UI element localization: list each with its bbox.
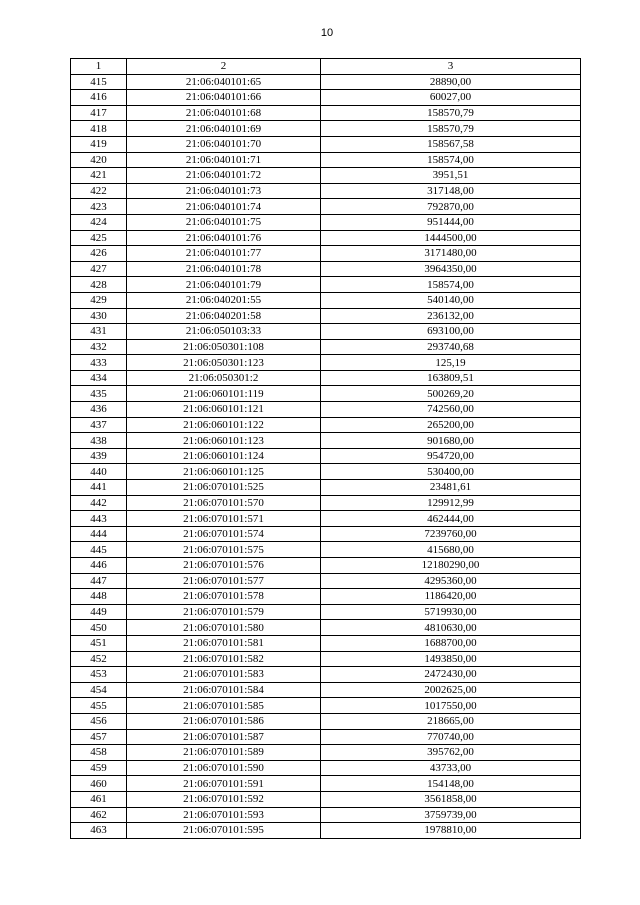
value-cell: 951444,00 <box>321 214 581 230</box>
table-row <box>71 651 581 667</box>
row-number-cell: 445 <box>71 542 127 558</box>
table-row <box>71 791 581 807</box>
table-row <box>71 277 581 293</box>
row-number-cell: 438 <box>71 433 127 449</box>
cadastral-number-cell: 21:06:040101:73 <box>127 183 321 199</box>
cadastral-number-cell: 21:06:040101:79 <box>127 277 321 293</box>
cadastral-number-cell: 21:06:070101:578 <box>127 589 321 605</box>
value-cell: 7239760,00 <box>321 526 581 542</box>
value-cell: 218665,00 <box>321 713 581 729</box>
value-cell: 3964350,00 <box>321 261 581 277</box>
cadastral-number-cell: 21:06:070101:593 <box>127 807 321 823</box>
row-number-cell: 433 <box>71 355 127 371</box>
cadastral-number-cell: 21:06:060101:125 <box>127 464 321 480</box>
value-cell: 163809,51 <box>321 370 581 386</box>
row-number-cell: 461 <box>71 791 127 807</box>
cadastral-number-cell: 21:06:040101:74 <box>127 199 321 215</box>
value-cell: 158570,79 <box>321 105 581 121</box>
value-cell: 954720,00 <box>321 448 581 464</box>
row-number-cell: 453 <box>71 667 127 683</box>
row-number-cell: 463 <box>71 823 127 839</box>
value-cell: 293740,68 <box>321 339 581 355</box>
cadastral-number-cell: 21:06:070101:576 <box>127 558 321 574</box>
value-cell: 43733,00 <box>321 760 581 776</box>
cadastral-number-cell: 21:06:040101:65 <box>127 74 321 90</box>
row-number-cell: 443 <box>71 511 127 527</box>
table-row <box>71 261 581 277</box>
row-number-cell: 456 <box>71 713 127 729</box>
row-number-cell: 426 <box>71 246 127 262</box>
row-number-cell: 437 <box>71 417 127 433</box>
cadastral-number-cell: 21:06:060101:121 <box>127 402 321 418</box>
table-row <box>71 324 581 340</box>
table-row <box>71 526 581 542</box>
cadastral-number-cell: 21:06:070101:589 <box>127 745 321 761</box>
row-number-cell: 444 <box>71 526 127 542</box>
table-row <box>71 682 581 698</box>
value-cell: 742560,00 <box>321 402 581 418</box>
column-header-number: 1 <box>71 59 127 75</box>
table-row <box>71 573 581 589</box>
cadastral-number-cell: 21:06:050103:33 <box>127 324 321 340</box>
cadastral-number-cell: 21:06:070101:571 <box>127 511 321 527</box>
cadastral-number-cell: 21:06:070101:584 <box>127 682 321 698</box>
table-row <box>71 667 581 683</box>
value-cell: 395762,00 <box>321 745 581 761</box>
cadastral-number-cell: 21:06:040101:76 <box>127 230 321 246</box>
value-cell: 265200,00 <box>321 417 581 433</box>
table-row <box>71 183 581 199</box>
table-row <box>71 729 581 745</box>
row-number-cell: 428 <box>71 277 127 293</box>
parcel-value-table <box>70 58 581 839</box>
table-row <box>71 589 581 605</box>
table-row <box>71 433 581 449</box>
row-number-cell: 454 <box>71 682 127 698</box>
value-cell: 415680,00 <box>321 542 581 558</box>
table-row <box>71 402 581 418</box>
value-cell: 540140,00 <box>321 292 581 308</box>
table-row <box>71 604 581 620</box>
value-cell: 3951,51 <box>321 168 581 184</box>
row-number-cell: 435 <box>71 386 127 402</box>
cadastral-number-cell: 21:06:040101:70 <box>127 136 321 152</box>
value-cell: 236132,00 <box>321 308 581 324</box>
table-row <box>71 464 581 480</box>
table-row <box>71 417 581 433</box>
value-cell: 60027,00 <box>321 90 581 106</box>
value-cell: 28890,00 <box>321 74 581 90</box>
value-cell: 792870,00 <box>321 199 581 215</box>
cadastral-number-cell: 21:06:040101:68 <box>127 105 321 121</box>
value-cell: 125,19 <box>321 355 581 371</box>
value-cell: 158567,58 <box>321 136 581 152</box>
value-cell: 2472430,00 <box>321 667 581 683</box>
cadastral-number-cell: 21:06:060101:119 <box>127 386 321 402</box>
row-number-cell: 429 <box>71 292 127 308</box>
cadastral-number-cell: 21:06:070101:592 <box>127 791 321 807</box>
table-row <box>71 136 581 152</box>
table-row <box>71 760 581 776</box>
value-cell: 1688700,00 <box>321 635 581 651</box>
cadastral-number-cell: 21:06:070101:574 <box>127 526 321 542</box>
value-cell: 12180290,00 <box>321 558 581 574</box>
table-row <box>71 152 581 168</box>
value-cell: 500269,20 <box>321 386 581 402</box>
table-row <box>71 90 581 106</box>
row-number-cell: 422 <box>71 183 127 199</box>
value-cell: 693100,00 <box>321 324 581 340</box>
row-number-cell: 427 <box>71 261 127 277</box>
row-number-cell: 420 <box>71 152 127 168</box>
table-row <box>71 386 581 402</box>
row-number-cell: 434 <box>71 370 127 386</box>
table-row <box>71 370 581 386</box>
table-row <box>71 713 581 729</box>
cadastral-number-cell: 21:06:070101:595 <box>127 823 321 839</box>
row-number-cell: 415 <box>71 74 127 90</box>
cadastral-number-cell: 21:06:070101:575 <box>127 542 321 558</box>
row-number-cell: 450 <box>71 620 127 636</box>
row-number-cell: 441 <box>71 480 127 496</box>
column-header-cadastral-number: 2 <box>127 59 321 75</box>
table-row <box>71 495 581 511</box>
cadastral-number-cell: 21:06:040101:75 <box>127 214 321 230</box>
cadastral-number-cell: 21:06:070101:577 <box>127 573 321 589</box>
row-number-cell: 459 <box>71 760 127 776</box>
value-cell: 1444500,00 <box>321 230 581 246</box>
table-row <box>71 745 581 761</box>
cadastral-number-cell: 21:06:060101:123 <box>127 433 321 449</box>
cadastral-number-cell: 21:06:070101:586 <box>127 713 321 729</box>
row-number-cell: 460 <box>71 776 127 792</box>
row-number-cell: 448 <box>71 589 127 605</box>
row-number-cell: 446 <box>71 558 127 574</box>
table-row <box>71 339 581 355</box>
value-cell: 1978810,00 <box>321 823 581 839</box>
value-cell: 901680,00 <box>321 433 581 449</box>
value-cell: 4810630,00 <box>321 620 581 636</box>
value-cell: 1186420,00 <box>321 589 581 605</box>
value-cell: 1017550,00 <box>321 698 581 714</box>
value-cell: 23481,61 <box>321 480 581 496</box>
row-number-cell: 452 <box>71 651 127 667</box>
cadastral-number-cell: 21:06:050301:108 <box>127 339 321 355</box>
value-cell: 158574,00 <box>321 152 581 168</box>
cadastral-number-cell: 21:06:070101:587 <box>127 729 321 745</box>
page-number: 10 <box>320 27 334 39</box>
cadastral-number-cell: 21:06:070101:525 <box>127 480 321 496</box>
table-row <box>71 620 581 636</box>
row-number-cell: 423 <box>71 199 127 215</box>
cadastral-number-cell: 21:06:040101:72 <box>127 168 321 184</box>
table-row <box>71 292 581 308</box>
table-row <box>71 230 581 246</box>
value-cell: 462444,00 <box>321 511 581 527</box>
value-cell: 158574,00 <box>321 277 581 293</box>
row-number-cell: 442 <box>71 495 127 511</box>
row-number-cell: 440 <box>71 464 127 480</box>
table-row <box>71 246 581 262</box>
table-row <box>71 199 581 215</box>
cadastral-number-cell: 21:06:070101:582 <box>127 651 321 667</box>
table-row <box>71 105 581 121</box>
row-number-cell: 432 <box>71 339 127 355</box>
row-number-cell: 447 <box>71 573 127 589</box>
cadastral-number-cell: 21:06:040201:55 <box>127 292 321 308</box>
value-cell: 129912,99 <box>321 495 581 511</box>
cadastral-number-cell: 21:06:070101:591 <box>127 776 321 792</box>
table-row <box>71 807 581 823</box>
value-cell: 530400,00 <box>321 464 581 480</box>
value-cell: 4295360,00 <box>321 573 581 589</box>
cadastral-number-cell: 21:06:040101:71 <box>127 152 321 168</box>
table-row <box>71 823 581 839</box>
row-number-cell: 421 <box>71 168 127 184</box>
cadastral-number-cell: 21:06:040101:66 <box>127 90 321 106</box>
row-number-cell: 457 <box>71 729 127 745</box>
cadastral-number-cell: 21:06:070101:580 <box>127 620 321 636</box>
value-cell: 5719930,00 <box>321 604 581 620</box>
value-cell: 154148,00 <box>321 776 581 792</box>
cadastral-number-cell: 21:06:070101:590 <box>127 760 321 776</box>
table-row <box>71 355 581 371</box>
row-number-cell: 449 <box>71 604 127 620</box>
row-number-cell: 425 <box>71 230 127 246</box>
table-row <box>71 214 581 230</box>
row-number-cell: 436 <box>71 402 127 418</box>
row-number-cell: 458 <box>71 745 127 761</box>
cadastral-number-cell: 21:06:040201:58 <box>127 308 321 324</box>
table-row <box>71 121 581 137</box>
row-number-cell: 424 <box>71 214 127 230</box>
table-row <box>71 74 581 90</box>
cadastral-number-cell: 21:06:070101:581 <box>127 635 321 651</box>
cadastral-number-cell: 21:06:060101:124 <box>127 448 321 464</box>
cadastral-number-cell: 21:06:070101:583 <box>127 667 321 683</box>
row-number-cell: 430 <box>71 308 127 324</box>
value-cell: 770740,00 <box>321 729 581 745</box>
header-row <box>71 59 581 75</box>
value-cell: 2002625,00 <box>321 682 581 698</box>
cadastral-number-cell: 21:06:070101:570 <box>127 495 321 511</box>
cadastral-number-cell: 21:06:050301:123 <box>127 355 321 371</box>
cadastral-number-cell: 21:06:060101:122 <box>127 417 321 433</box>
cadastral-number-cell: 21:06:050301:2 <box>127 370 321 386</box>
row-number-cell: 451 <box>71 635 127 651</box>
row-number-cell: 439 <box>71 448 127 464</box>
cadastral-number-cell: 21:06:070101:579 <box>127 604 321 620</box>
table-body <box>71 74 581 838</box>
table-row <box>71 480 581 496</box>
value-cell: 3171480,00 <box>321 246 581 262</box>
row-number-cell: 462 <box>71 807 127 823</box>
table-row <box>71 698 581 714</box>
row-number-cell: 417 <box>71 105 127 121</box>
column-header-value: 3 <box>321 59 581 75</box>
table-row <box>71 542 581 558</box>
table-header <box>71 59 581 75</box>
table-row <box>71 168 581 184</box>
table-row <box>71 558 581 574</box>
table-row <box>71 776 581 792</box>
row-number-cell: 431 <box>71 324 127 340</box>
cadastral-number-cell: 21:06:040101:78 <box>127 261 321 277</box>
row-number-cell: 419 <box>71 136 127 152</box>
table-row <box>71 448 581 464</box>
cadastral-number-cell: 21:06:040101:69 <box>127 121 321 137</box>
cadastral-number-cell: 21:06:040101:77 <box>127 246 321 262</box>
value-cell: 317148,00 <box>321 183 581 199</box>
table-row <box>71 308 581 324</box>
value-cell: 158570,79 <box>321 121 581 137</box>
table-row <box>71 511 581 527</box>
value-cell: 3561858,00 <box>321 791 581 807</box>
table-row <box>71 635 581 651</box>
row-number-cell: 418 <box>71 121 127 137</box>
value-cell: 1493850,00 <box>321 651 581 667</box>
cadastral-number-cell: 21:06:070101:585 <box>127 698 321 714</box>
row-number-cell: 416 <box>71 90 127 106</box>
value-cell: 3759739,00 <box>321 807 581 823</box>
row-number-cell: 455 <box>71 698 127 714</box>
